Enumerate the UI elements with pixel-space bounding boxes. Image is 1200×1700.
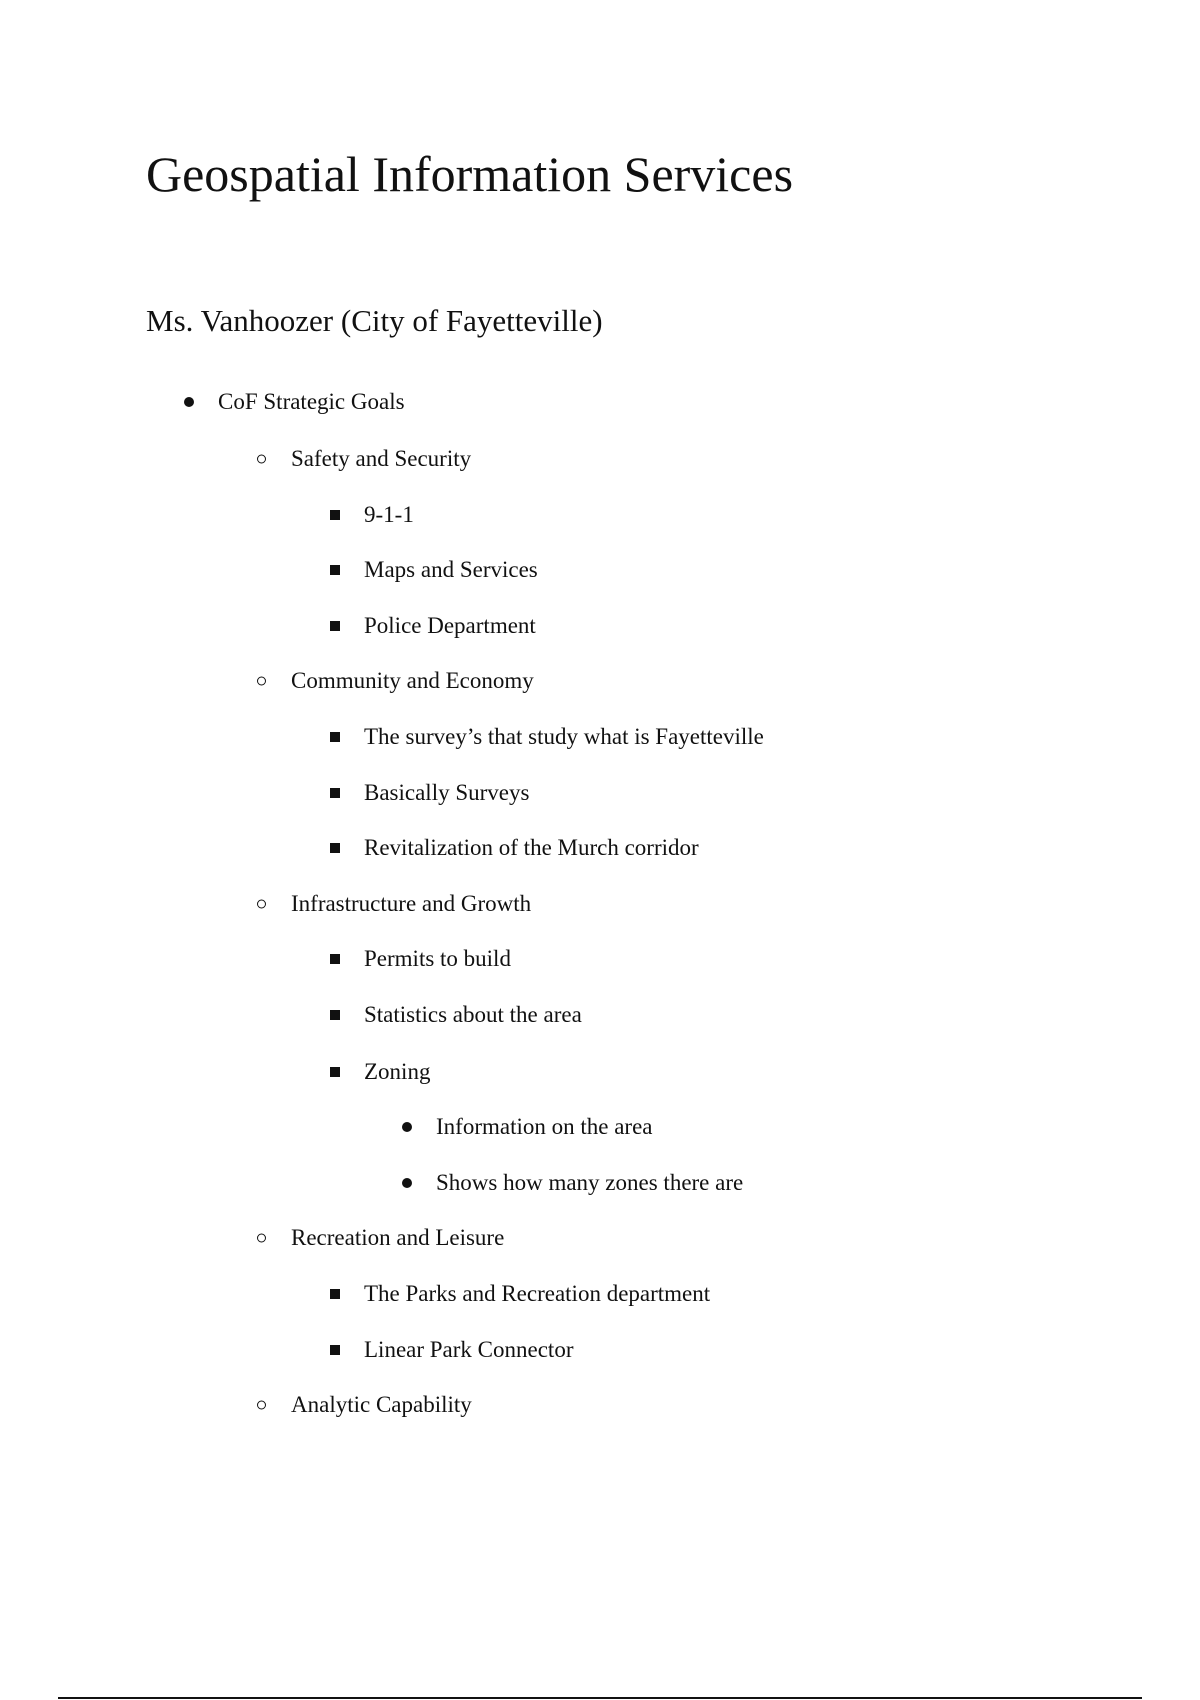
square-bullet-icon (330, 565, 340, 575)
hollow-circle-bullet-icon (257, 900, 266, 909)
square-bullet-icon (330, 510, 340, 520)
list-item-label: Basically Surveys (364, 780, 530, 805)
square-bullet-icon (330, 788, 340, 798)
square-bullet-icon (330, 1010, 340, 1020)
list-item-label: Permits to build (364, 946, 511, 971)
list-item-label: Shows how many zones there are (436, 1170, 744, 1195)
square-bullet-icon (330, 843, 340, 853)
list-item-label: Information on the area (436, 1114, 653, 1139)
list-item-label: Revitalization of the Murch corridor (364, 835, 699, 860)
list-item-label: Maps and Services (364, 557, 538, 582)
square-bullet-icon (330, 954, 340, 964)
list-item-label: Safety and Security (291, 446, 472, 471)
hollow-circle-bullet-icon (257, 455, 266, 464)
page-bottom-divider (58, 1697, 1142, 1699)
document-subtitle: Ms. Vanhoozer (City of Fayetteville) (146, 303, 603, 338)
list-item-label: Statistics about the area (364, 1002, 582, 1027)
list-item-label: Linear Park Connector (364, 1337, 574, 1362)
list-item-label: Infrastructure and Growth (291, 891, 532, 916)
square-bullet-icon (330, 1289, 340, 1299)
list-item-label: Zoning (364, 1059, 431, 1084)
square-bullet-icon (330, 732, 340, 742)
list-item-label: Recreation and Leisure (291, 1225, 505, 1250)
list-item-label: Community and Economy (291, 668, 534, 693)
list-item-label: The Parks and Recreation department (364, 1281, 711, 1306)
list-item-label: The survey’s that study what is Fayetteville (364, 724, 764, 749)
list-item-label: CoF Strategic Goals (218, 389, 405, 414)
square-bullet-icon (330, 1067, 340, 1077)
hollow-circle-bullet-icon (257, 677, 266, 686)
hollow-circle-bullet-icon (257, 1401, 266, 1410)
filled-disc-bullet-icon (184, 397, 194, 407)
hollow-circle-bullet-icon (257, 1234, 266, 1243)
list-item-label: Analytic Capability (291, 1392, 472, 1417)
filled-disc-bullet-icon (402, 1122, 412, 1132)
square-bullet-icon (330, 1345, 340, 1355)
list-item-label: Police Department (364, 613, 536, 638)
list-item-label: 9-1-1 (364, 502, 414, 527)
filled-disc-bullet-icon (402, 1178, 412, 1188)
square-bullet-icon (330, 621, 340, 631)
document-title: Geospatial Information Services (146, 146, 794, 202)
